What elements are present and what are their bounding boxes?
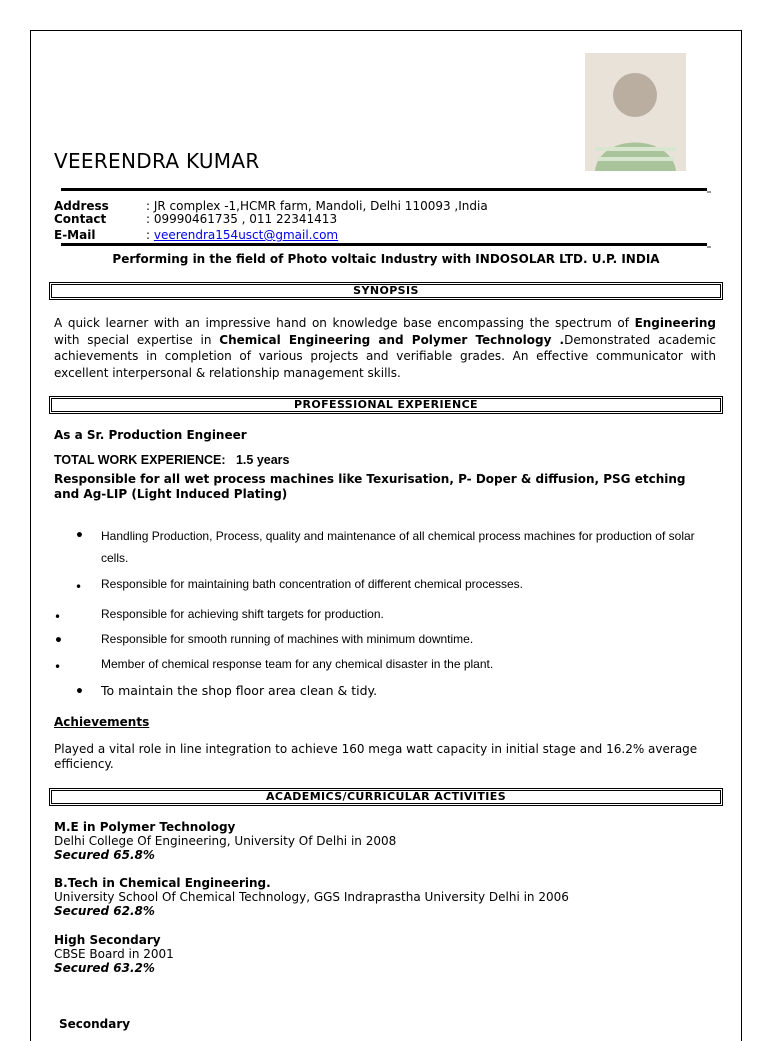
header-divider [61,188,707,191]
experience-bullet-3: Responsible for achieving shift targets for production. [101,607,384,621]
synopsis-text-1: A quick learner with an impressive hand on knowledge base encompassing the spectrum of [54,316,635,330]
academics-heading: ACADEMICS/CURRICULAR ACTIVITIES [49,788,723,806]
achievements-heading: Achievements [54,715,150,729]
synopsis-text-2: with special expertise in [54,332,220,347]
bullet-dot-2: • [75,580,83,594]
synopsis-heading: SYNOPSIS [49,282,723,300]
academic-item-4 [59,1017,130,1031]
experience-bullet-1: Handling Production, Process, quality and maintenance of all chemical process machines for production of solar cells. [101,529,695,565]
experience-bullet-2: Responsible for maintaining bath concentration of different chemical processes. [101,577,524,591]
email-link[interactable]: veerendra154usct@gmail.com [153,228,339,242]
synopsis-text [54,315,716,381]
bullet-dot-3: • [54,610,62,624]
synopsis-bold-1: Engineering [634,316,716,330]
academic-detail: University School Of Chemical Technology, GGS Indraprastha University Delhi in 2006 [54,890,569,904]
academic-score: Secured 62.8% [54,904,155,918]
bullet-dot-1: • [75,528,84,544]
academic-detail: CBSE Board in 2001 [54,947,174,961]
person-silhouette-icon [585,53,686,171]
academic-item-1 [54,820,396,862]
total-experience [54,453,290,467]
profile-photo [585,53,686,171]
email-prefix: : [146,228,154,242]
contact-label: Contact [54,212,107,226]
academic-item-3 [54,933,174,975]
experience-bullet-6: To maintain the shop floor area clean & tidy. [101,683,378,698]
contact-divider [61,243,707,246]
address-label: Address [54,199,109,213]
responsibility-summary: Responsible for all wet process machines like Texurisation, P- Doper & diffusion, PSG etching and Ag-LIP (Light Induced Plating) [54,472,686,501]
email-label: E-Mail [54,228,96,242]
academic-item-2 [54,876,569,918]
role-title: As a Sr. Production Engineer [54,428,247,442]
tagline: Performing in the field of Photo voltaic Industry with INDOSOLAR LTD. U.P. INDIA [112,252,660,266]
address-value: : JR complex -1,HCMR farm, Mandoli, Delhi 110093 ,India [146,199,488,213]
candidate-name: VEERENDRA KUMAR [54,149,260,173]
academic-score: Secured 63.2% [54,961,155,975]
synopsis-bold-2: Chemical Engineering and Polymer Technology . [219,332,565,347]
experience-bullet-4: Responsible for smooth running of machines with minimum downtime. [101,632,474,646]
synopsis-text-3: Demonstrated academic achievements in completion of various projects and verifiable grades. An effective communicator with excellent interpersonal & relationship management skills. [54,332,717,380]
bullet-dot-5: • [54,660,62,674]
email-value-wrap [146,228,338,242]
bullet-dot-6: • [75,684,84,700]
achievements-text: Played a vital role in line integration to achieve 160 mega watt capacity in initial stage and 16.2% average efficiency. [54,742,698,771]
academic-title: B.Tech in Chemical Engineering. [54,876,271,890]
experience-heading: PROFESSIONAL EXPERIENCE [49,396,723,414]
bullet-dot-4: • [54,633,63,649]
academic-title: M.E in Polymer Technology [54,820,236,834]
total-experience-value: 1.5 years [235,453,290,467]
academic-title: Secondary [59,1017,131,1031]
experience-bullet-5: Member of chemical response team for any chemical disaster in the plant. [101,657,494,671]
academic-score: Secured 65.8% [54,848,155,862]
academic-detail: Delhi College Of Engineering, University Of Delhi in 2008 [54,834,397,848]
academic-title: High Secondary [54,933,161,947]
resume-page [30,30,742,1041]
total-experience-label: TOTAL WORK EXPERIENCE: [54,453,226,467]
contact-value: : 09990461735 , 011 22341413 [146,212,338,226]
